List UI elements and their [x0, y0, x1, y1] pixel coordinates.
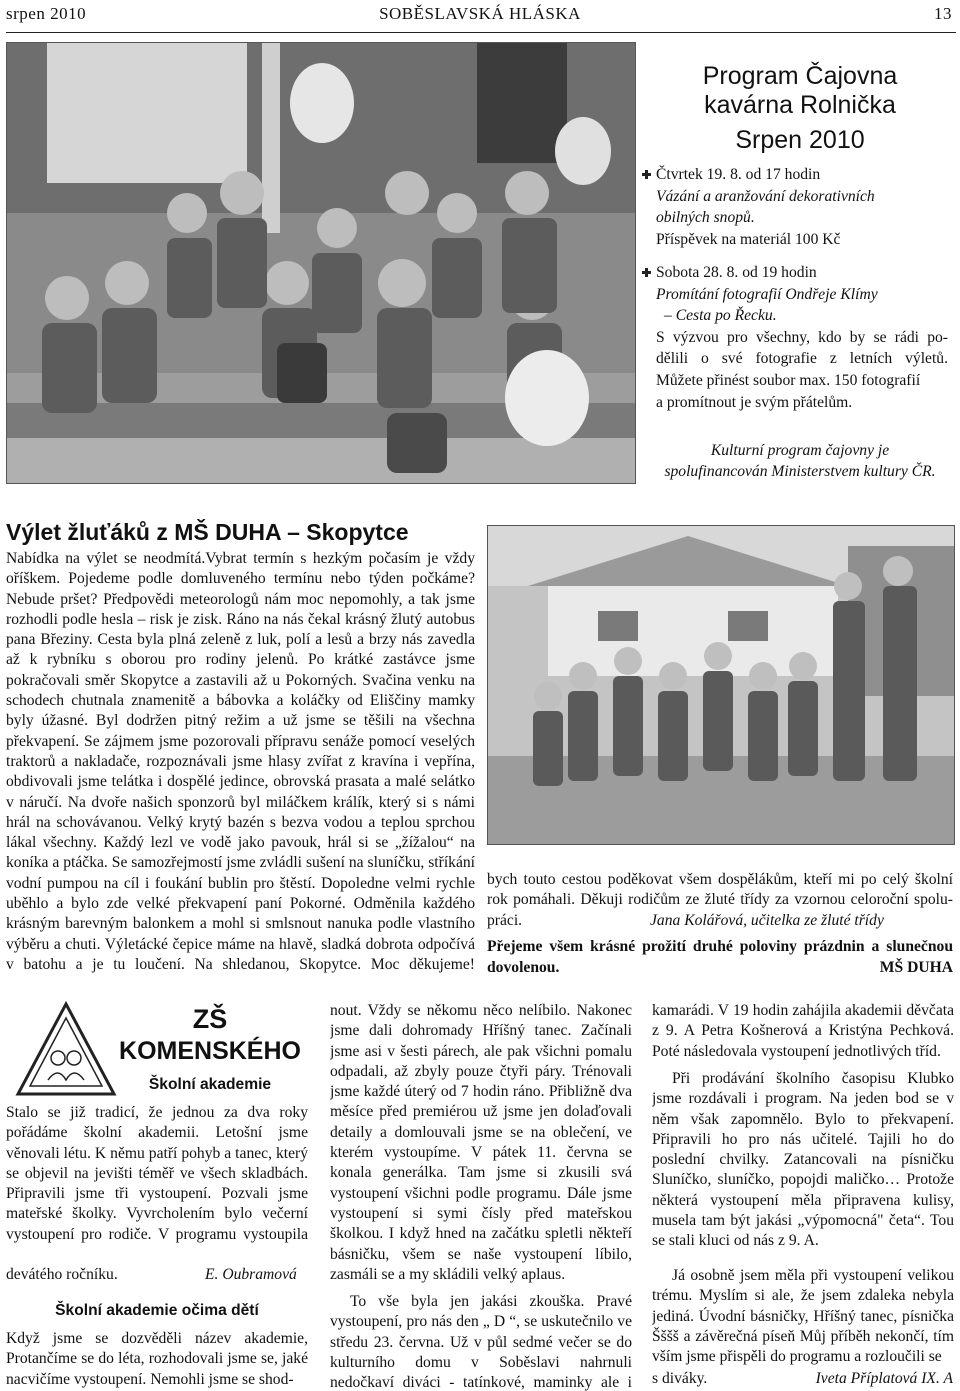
- school-title-line1: ZŠ: [192, 1004, 228, 1034]
- trip-signature: Jana Kolářová, učitelka ze žluté třídy: [650, 912, 884, 929]
- school-logo: [14, 1000, 118, 1100]
- school-col3-signature: Iveta Příplatová IX. A: [815, 1370, 953, 1387]
- header-rule: [6, 32, 956, 33]
- program-title-line1: Program Čajovna: [702, 62, 898, 90]
- trip-text: Nabídka na výlet se neodmítá.Vybrat termín s hezkým počasím je vždy oříškem. Pojedeme podle domluveného termínu nebo týden počkáme? Nebude pršet? Předpovědi meteorologů nám moc nepomohly, a tak jsme rozhodli podle hesla – risk je zisk. Ráno na nás čekal krásný žlutý autobus pana Březiny. Cesta byla plná zeleně z luk, polí a lesů a brzy nás zavedla až k rybníku s oborou pro rodiny jelenů. Po krátké zastávce jsme pokračovali směr Skopytce a zastavili až u Pokorných. Svačina venku na schodech chutnala znamenitě a bábovka a koláčky od Eliščiny mamky byly úžasné. Byl dodržen pitný režim a už jsme se těšili na všechna překvapení. Se zájmem jsme pozorovali přípravu senáže pomocí veselých traktorů a nakladače, rozpoznávali jsme hlasy zvířat z kravína i vepřína, obdivovali jsme telátka i dospělé jedince, obrovská prasata a malé selátko v náručí. Na dvoře našich sponzorů byl miláčkem králík, který si s námi hrál na schovávanou. Velký krytý bazén s bezva vodou a teplou sprchou lákal všechny. Každý lezl ve vodě jako pavouk, hrál si se „žížalou“ na koníka a ptáčka. Se samozřejmostí jsme zvládli sušení na sluníčku, stříkání vodní pumpou na cíl i foukání bublin pro štěstí. Dopoledne velmi rychle uběhlo a bylo zde velké překvapení paní Pokorné. Odměnila každého krásným barevným balonkem a mohl si smlsnout nanuka podle vlastního výběru a chuti. Výletácké čepice máme na hlavě, sladká dobrota odpočívá v batohu a je tu loučení. Na shledanou, Skopytce. Moc děkujeme!: [6, 550, 475, 973]
- program-title-line2: kavárna Rolnička: [704, 91, 896, 119]
- program-footer: [650, 440, 950, 482]
- trip-continued-line1: bych touto cestou poděkovat všem dospělákům, kteří mi po celý školní: [487, 871, 953, 888]
- school-subtitle-akademie: Školní akademie: [148, 1076, 272, 1093]
- school-title-line2: KOMENSKÉHO: [119, 1037, 301, 1065]
- school-col1-text: Stalo se již tradicí, že jednou za dva roky pořádáme školní akademii. Letošní jsme věnovali létu. K němu patří pohyb a tanec, který se objevil na jevišti téměř ve všech skladbách. Připravili jsme tři vystoupení. Pozvali jsme mateřské školky. Vyvrcholením bylo večerní vystoupení pro rodiče. V programu vystoupila: [6, 1104, 308, 1243]
- header-page-number: 13: [934, 4, 952, 23]
- program-item-1-date: Čtvrtek 19. 8. od 17 hodin: [656, 166, 821, 183]
- school-col3-last-line: s diváky.: [652, 1370, 708, 1387]
- trip-continued-line2: rok pomáhali. Děkuji rodičům ze žluté třídy za vzornou celoroční spolu-: [487, 891, 953, 908]
- program-item-1: [656, 164, 948, 250]
- trip-wish-signature: MŠ DUHA: [879, 959, 953, 976]
- school-col1-signature: E. Oubramová: [205, 1266, 297, 1283]
- program-subtitle: Srpen 2010: [735, 126, 865, 154]
- program-item-1-desc-line1: Vázání a aranžování dekorativních: [656, 187, 875, 205]
- trip-wish-line1: Přejeme všem krásné prožití druhé poloviny prázdnin a slunečnou: [487, 938, 953, 955]
- bullet-icon: [642, 268, 650, 276]
- program-footer-line2: spolufinancován Ministerstvem kultury ČR.: [664, 463, 936, 480]
- header-date: srpen 2010: [6, 4, 87, 23]
- trip-wish-line2: dovolenou.: [487, 959, 560, 976]
- school-col3-text: kamarádi. V 19 hodin zahájila akademii děvčata z 9. A Petra Košnerová a Kristýna Pechková. Poté následovala vystoupení jednotlivých tříd.: [652, 1002, 954, 1060]
- photo-children-outside-house: [487, 525, 955, 845]
- program-item-2-desc-line2: – Cesta po Řecku.: [664, 307, 777, 325]
- program-item-1-desc-line2: obilných snopů.: [656, 209, 755, 227]
- header-title: SOBĚSLAVSKÁ HLÁSKA: [379, 4, 581, 23]
- school-col1-text2: Když jsme se dozvěděli název akademie, Protančíme se do léta, rozhodovali jsme se, jaké nacvičíme vystoupení. Nemohli jsme se shod-: [6, 1330, 308, 1388]
- school-col2-text: nout. Vždy se někomu něco nelíbilo. Nakonec jsme dali dohromady Hříšný tanec. Začínali jsme asi v šesti párech, ale pak všichni pomalu odpadali, až zbyly pouze čtyři páry. Trénovali jsme každé úterý od 7 hodin ráno. Přibližně dva měsíce před premiérou už jsme jen dolaďovali detaily a domlouvali jsme se na oblečení, ve kterém vystoupíme. V pátek 11. června se konala generálka. Tam jsme si zkusili svá vystoupení všichni podle programu. Dále jsme vystoupení si symi čísly před mateřskou školkou. I když hned na začátku spletli někteří básničku, všem se naše vystoupení líbilo, zasmáli se a my skládili velký aplaus.: [330, 1002, 632, 1283]
- bullet-icon: [642, 170, 650, 178]
- program-item-1-note: Příspěvek na materiál 100 Kč: [656, 230, 841, 248]
- school-subtitle-ocima-deti: Školní akademie očima dětí: [55, 1302, 259, 1319]
- school-col3-text3: Já osobně jsem měla při vystoupení velikou trému. Myslím si ale, že jsem zdaleka nebyla jediná. Úvodní básničky, Hříšný tanec, písnička Šššš a závěrečná píseň Můj příběh nekončí, tím vším jsme přispěli do programu a rozloučili se: [652, 1267, 954, 1366]
- program-item-2-note-line1: S výzvou pro všechny, kdo by se rádi po-: [656, 328, 948, 346]
- program-item-2-note-line4: a promítnout je svým přátelům.: [656, 393, 853, 411]
- program-item-2-note-line3: Můžete přinést soubor max. 150 fotografií: [656, 371, 921, 389]
- trip-title: Výlet žluťáků z MŠ DUHA – Skopytce: [6, 519, 409, 545]
- program-item-2-note-line2: dělili o své fotografie z letních výletů.: [656, 350, 948, 368]
- program-item-2-desc-line1: Promítání fotografií Ondřeje Klímy: [656, 285, 878, 303]
- school-col2-text2: To vše byla jen jakási zkouška. Pravé vystoupení, pro nás den „ D “, se uskutečnilo ve středu 23. června. Už v půl sedmé večer se do kulturního domu v Soběslavi nahrnuli nedočkaví diváci - tatínkové, maminky ale i: [330, 1293, 632, 1391]
- school-col1-last-line: devátého ročníku.: [6, 1266, 118, 1283]
- school-col3-text2: Při prodávání školního časopisu Klubko jsme rozdávali i program. Na jeden bod se v něm však zapomnělo. Bylo to překvapení. Připravili ho pro nás učitelé. Tajili ho do poslední chvilky. Zatancovali na písničku Sluníčko, sluníčko, popojdi maličko… Protože některá vystoupení měla připravena kulisy, musela tam být jakási „výpomocná" četa“. Tou se stali kluci od nás z 9. A.: [652, 1070, 954, 1250]
- program-item-2-date: Sobota 28. 8. od 19 hodin: [656, 264, 817, 281]
- program-item-2: [656, 262, 948, 413]
- trip-continued-line3: práci.: [487, 912, 523, 929]
- photo-children-on-steps: [6, 42, 636, 484]
- program-footer-line1: Kulturní program čajovny je: [710, 442, 890, 459]
